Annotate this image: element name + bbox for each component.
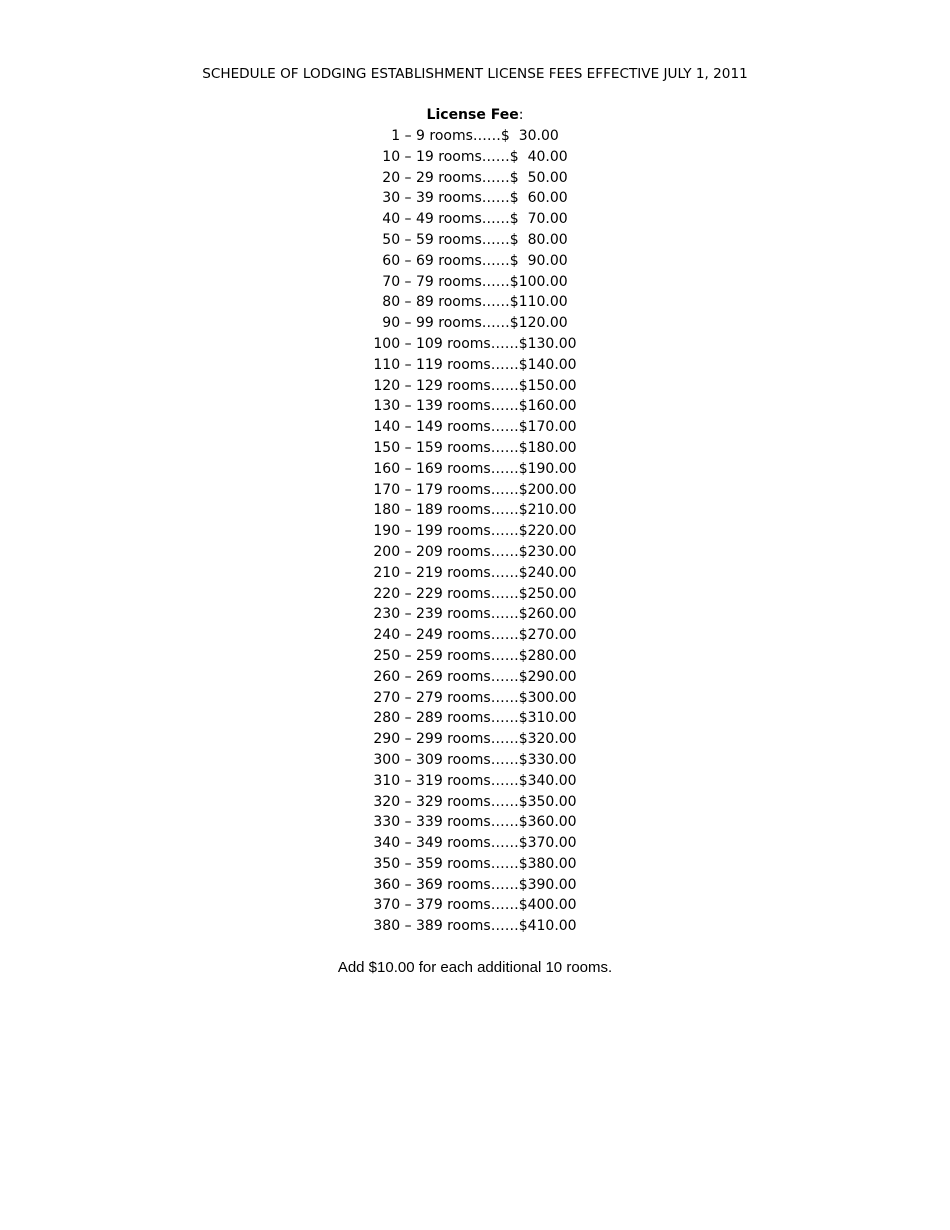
fee-row: 40 – 49 rooms……$ 70.00 [382, 211, 568, 228]
fee-row: 90 – 99 rooms……$120.00 [382, 315, 568, 332]
fee-row: 80 – 89 rooms……$110.00 [382, 294, 568, 311]
fee-row: 310 – 319 rooms……$340.00 [373, 772, 577, 789]
fee-row: 370 – 379 rooms……$400.00 [373, 897, 577, 914]
fee-row: 290 – 299 rooms……$320.00 [373, 731, 577, 748]
fee-row: 210 – 219 rooms……$240.00 [373, 564, 577, 581]
license-fee-heading-colon: : [518, 107, 524, 123]
fee-row: 10 – 19 rooms……$ 40.00 [382, 148, 568, 165]
fee-row: 330 – 339 rooms……$360.00 [373, 814, 577, 831]
fee-row: 150 – 159 rooms……$180.00 [373, 439, 577, 456]
fee-row-list [0, 126, 950, 937]
fee-row: 350 – 359 rooms……$380.00 [373, 855, 577, 872]
fee-row: 140 – 149 rooms……$170.00 [373, 419, 577, 436]
fee-row: 380 – 389 rooms……$410.00 [373, 918, 577, 935]
fee-row: 120 – 129 rooms……$150.00 [373, 377, 577, 394]
additional-rooms-note: Add $10.00 for each additional 10 rooms. [337, 959, 613, 976]
fee-row: 190 – 199 rooms……$220.00 [373, 523, 577, 540]
fee-row: 240 – 249 rooms……$270.00 [373, 627, 577, 644]
fee-row: 170 – 179 rooms……$200.00 [373, 481, 577, 498]
fee-row: 250 – 259 rooms……$280.00 [373, 647, 577, 664]
fee-row: 200 – 209 rooms……$230.00 [373, 543, 577, 560]
fee-row: 110 – 119 rooms……$140.00 [373, 356, 577, 373]
fee-row: 320 – 329 rooms……$350.00 [373, 793, 577, 810]
license-fee-heading-label: License Fee [426, 107, 519, 123]
fee-row: 50 – 59 rooms……$ 80.00 [382, 231, 568, 248]
license-fee-schedule [0, 105, 950, 937]
fee-row: 130 – 139 rooms……$160.00 [373, 398, 577, 415]
license-fee-heading [0, 105, 950, 126]
fee-row: 100 – 109 rooms……$130.00 [373, 335, 577, 352]
document-title: SCHEDULE OF LODGING ESTABLISHMENT LICENSE FEES EFFECTIVE JULY 1, 2011 [202, 66, 748, 82]
fee-row: 180 – 189 rooms……$210.00 [373, 502, 577, 519]
fee-row: 20 – 29 rooms……$ 50.00 [382, 169, 568, 186]
fee-row: 70 – 79 rooms……$100.00 [382, 273, 568, 290]
fee-row: 300 – 309 rooms……$330.00 [373, 751, 577, 768]
fee-row: 30 – 39 rooms……$ 60.00 [382, 190, 568, 207]
fee-row: 340 – 349 rooms……$370.00 [373, 835, 577, 852]
fee-row: 270 – 279 rooms……$300.00 [373, 689, 577, 706]
fee-row: 60 – 69 rooms……$ 90.00 [382, 252, 568, 269]
fee-row: 220 – 229 rooms……$250.00 [373, 585, 577, 602]
fee-row: 280 – 289 rooms……$310.00 [373, 710, 577, 727]
fee-row: 260 – 269 rooms……$290.00 [373, 668, 577, 685]
fee-row: 1 – 9 rooms……$ 30.00 [391, 128, 559, 144]
fee-row: 230 – 239 rooms……$260.00 [373, 606, 577, 623]
fee-row: 360 – 369 rooms……$390.00 [373, 876, 577, 893]
fee-row: 160 – 169 rooms……$190.00 [373, 460, 577, 477]
